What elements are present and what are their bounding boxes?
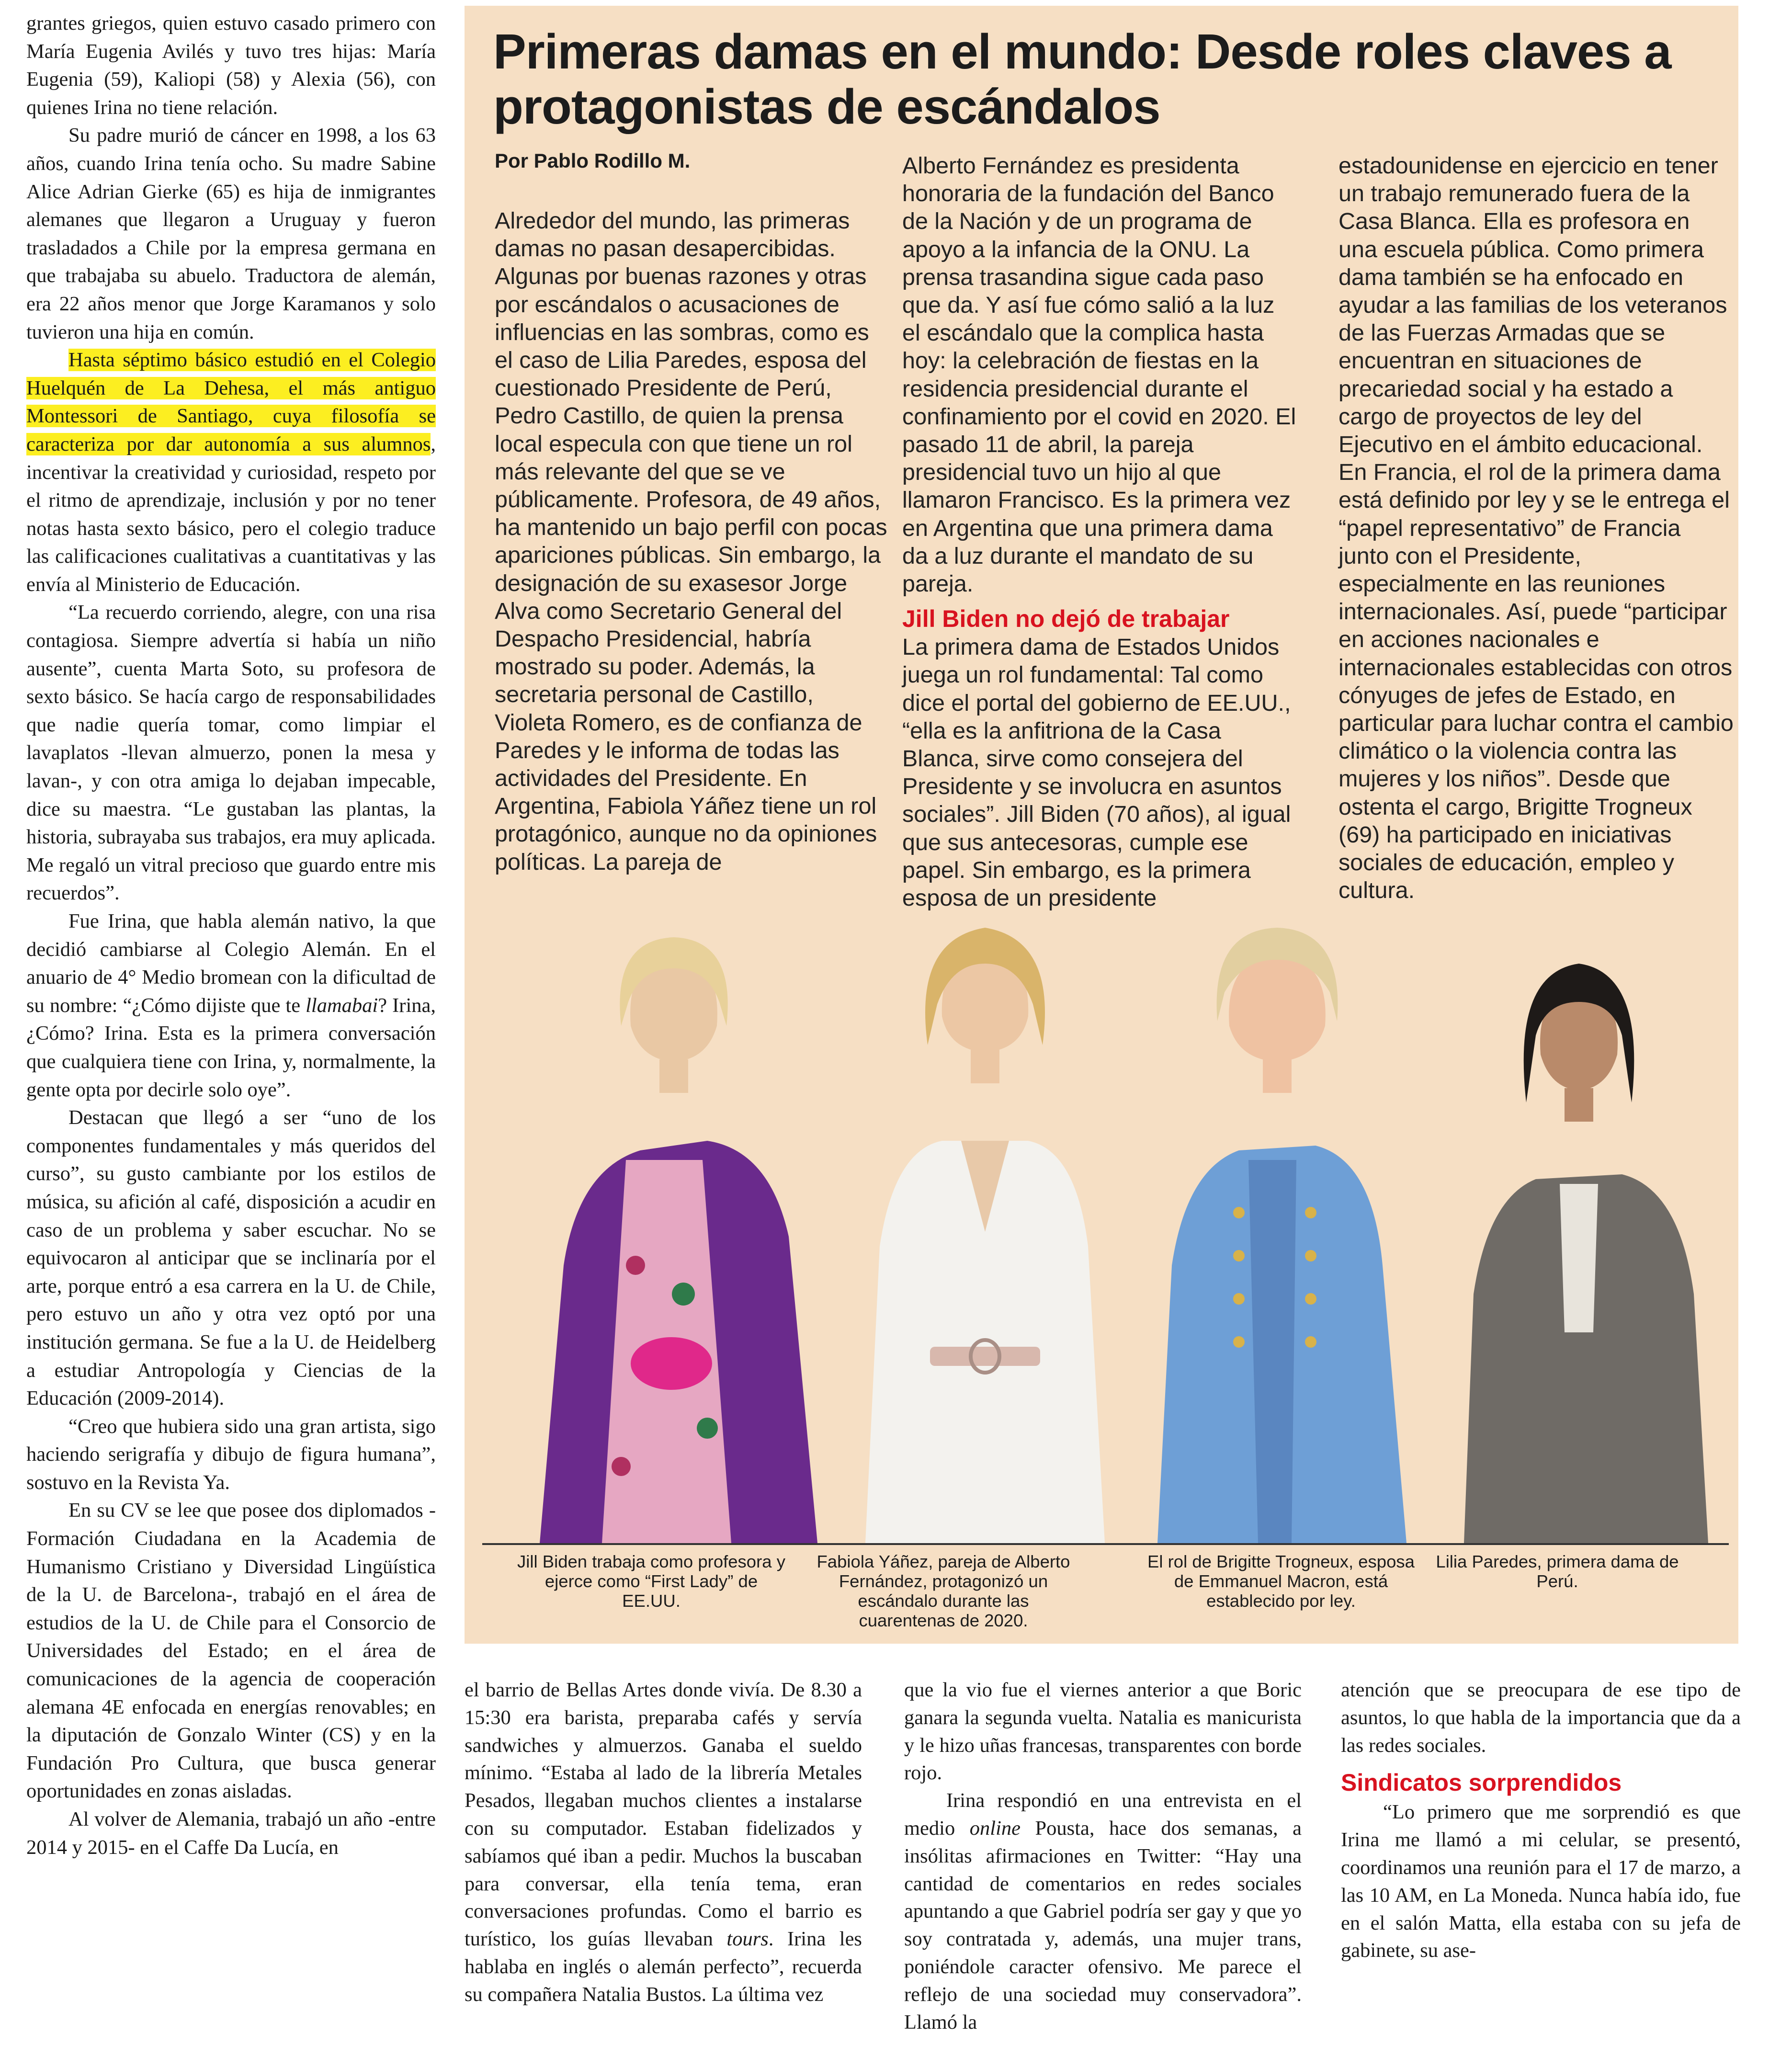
sidebar-col2-text-a: Alberto Fernández es presidenta honoraria de la fundación del Banco de la Nación y de un programa de apoyo a la infancia de la ONU. La prensa trasandina sigue cada paso que da. Y así fue cómo salió a la luz el escándalo que la complica hasta hoy: la celebración de fiestas en la residencia presidencial durante el confinamiento por el covid en 2020. El pasado 11 de abril, la pareja presidencial tuvo un hijo al que llamaron Francisco. Es la primera vez en Argentina que una primera dama da a luz durante el mandato de su pareja. [902,153,1296,597]
bottom-col2-b: Pousta, hace dos semanas, a insólitas afirmaciones en Twitter: “Hay una cantidad de comentarios en redes sociales apuntando a que Gabriel podría ser gay y que yo soy contratada y, además, una mujer trans, poniéndole caracter ofensivo. Me parece el reflejo de una sociedad muy conservadora”. Llamó la [904,1817,1302,2034]
bottom-col1-a: el barrio de Bellas Artes donde vivía. De 8.30 a 15:30 era barista, preparaba cafés y servía sandwiches y almuerzos. Ganaba el sueldo mínimo. “Estaba al lado de la librería Metales Pesados, llegaban muchos clientes a instalarse con su computador. Estaban fidelizados y sabíamos qué iban a pedir. Muchos la buscaban para conversar, ella tenía tema, eran conversaciones profundas. Como el barrio es turístico, los guías llevaban [465,1679,862,1951]
caption-lilia-paredes: Lilia Paredes, primera dama de Perú. [1436,1552,1679,1591]
subhead-sindicatos: Sindicatos sorprendidos [1341,1769,1622,1796]
fabiola-yanez-figure [865,928,1105,1543]
bottom-col2-italic: online [969,1817,1021,1840]
bottom-column-3 [1341,1676,1741,1965]
highlighted-text: Hasta séptimo básico estudió en el Colegio Huelquén de La Dehesa, el más antiguo Montessori de Santiago, cuya filosofía se caracteriza por dar autonomía a sus alumnos [26,349,436,455]
caption-jill-biden: Jill Biden trabaja como profesora y ejerce como “First Lady” de EE.UU. [517,1552,785,1611]
left-paragraph-8: En su CV se lee que posee dos diplomados -Formación Ciudadana en la Academia de Humanismo Cristiano y Diversidad Lingüística de la U. de Barcelona-, trabajó en el área de estudios de la U. de Chile para el Consorcio de Universidades del Estado; en el área de comunicaciones de la agencia de cooperación alemana 4E enfocada en energías renovables; en la diputación de Gonzalo Winter (CS) y en la Fundación Pro Cultura, que busca generar oportunidades en zonas aisladas. [26,1499,436,1803]
sidebar-column-1 [495,207,890,876]
bottom-col3-paragraph-2: “Lo primero que me sorprendió es que Irina me llamó a mi celular, se presentó, coordinamos una reunión para el 17 de marzo, a las 10 AM, en La Moneda. Nunca había ido, fue en el salón Matta, ella estaba con su jefa de gabinete, su ase- [1341,1801,1741,1962]
left-paragraph-4: “La recuerdo corriendo, alegre, con una risa contagiosa. Siempre advertía si había un niño ausente”, cuenta Marta Soto, su profesora de sexto básico. Se hacía cargo de responsabilidades que nadie quería tomar, como limpiar el lavaplatos -llevan almuerzo, ponen la mesa y lavan-, y con otra amiga lo dejaban impecable, dice su maestra. “Le gustaban las plantas, la historia, subrayaba sus trabajos, era muy aplicada. Me regaló un vitral precioso que guardo entre mis recuerdos”. [26,601,436,905]
left-paragraph-1: grantes griegos, quien estuvo casado primero con María Eugenia Avilés y tuvo tres hijas: María Eugenia (59), Kaliopi (58) y Alexia (56), con quienes Irina no tiene relación. [26,12,436,119]
left-paragraph-9: Al volver de Alemania, trabajó un año -entre 2014 y 2015- en el Caffe Da Lucía, en [26,1808,436,1859]
left-paragraph-5-a: Fue Irina, que habla alemán nativo, la que decidió cambiarse al Colegio Alemán. En el anuario de 4° Medio bromean con la dificultad de su nombre: “¿Cómo dijiste que te [26,910,436,1017]
left-paragraph-2: Su padre murió de cáncer en 1998, a los 63 años, cuando Irina tenía ocho. Su madre Sabine Alice Adrian Gierke (65) es hija de inmigrantes alemanes que llegaron a Uruguay y fueron trasladados a Chile por la empresa germana en que trabajaba su abuelo. Traductora de alemán, era 22 años menor que Jorge Karamanos y solo tuvieron una hija en común. [26,124,436,343]
caption-brigitte-trogneux: El rol de Brigitte Trogneux, esposa de Emmanuel Macron, está establecido por ley. [1147,1552,1415,1611]
left-paragraph-3 [26,346,436,599]
left-paragraph-5 [26,908,436,1104]
subhead-jill-biden: Jill Biden no dejó de trabajar [902,605,1230,633]
bottom-column-1 [465,1676,862,2009]
left-article-column [26,10,436,1862]
bottom-col1-paragraph [465,1676,862,2009]
left-paragraph-3-rest: , incentivar la creatividad y curiosidad, respeto por el ritmo de aprendizaje, inclusión y por no tener notas hasta sexto básico, pero el colegio traduce las calificaciones cualitativas a cuantitativas y las envía al Ministerio de Educación. [26,432,436,596]
bottom-col1-b: . Irina les hablaba en inglés o alemán perfecto”, recuerda su compañera Natalia Bustos. La última vez [465,1928,862,2006]
bottom-col3-paragraph-1: atención que se preocupara de ese tipo de asuntos, lo que habla de la importancia que da a las redes sociales. [1341,1679,1741,1757]
sidebar-col3-text: estadounidense en ejercicio en tener un trabajo remunerado fuera de la Casa Blanca. Ella es profesora en una escuela pública. Como primera dama también se ha enfocado en ayudar a las familias de los veteranos de las Fuerzas Armadas que se encuentran en situaciones de precariedad social y ha estado a cargo de proyectos de ley del Ejecutivo en el ámbito educacional. En Francia, el rol de la primera dama está definido por ley y se le entrega el “papel representativo” de Francia junto con el Presidente, especialmente en las reuniones internacionales. Así, puede “participar en acciones nacionales e internacionales establecidas con otros cónyuges de jefes de Estado, en particular para luchar contra el cambio climático o la violencia contra las mujeres y los niños”. Desde que ostenta el cargo, Brigitte Trogneux (69) ha participado en iniciativas sociales de educación, empleo y cultura. [1338,153,1734,904]
lilia-paredes-figure [1464,964,1708,1543]
sidebar-col2-text-b: La primera dama de Estados Unidos juega un rol fundamental: Tal como dice el portal del gobierno de EE.UU., “ella es la anfitriona de la Casa Blanca, sirve como consejera del Presidente y se involucra en asuntos sociales”. Jill Biden (70 años), al igual que sus antecesoras, cumple ese papel. Sin embargo, es la primera esposa de un presidente [902,634,1291,911]
left-paragraph-7: “Creo que hubiera sido una gran artista, sigo haciendo serigrafía y dibujo de figura humana”, sostuvo en la Revista Ya. [26,1415,436,1494]
bottom-column-2 [904,1676,1302,2036]
bottom-col2-paragraph-1: que la vio fue el viernes anterior a que Boric ganara la segunda vuelta. Natalia es manicurista y le hizo uñas francesas, transparentes con borde rojo. [904,1679,1302,1784]
sidebar-headline: Primeras damas en el mundo: Desde roles claves a protagonistas de escándalos [493,24,1671,134]
bottom-col1-italic: tours [726,1928,769,1951]
bottom-col2-paragraph-2 [904,1787,1302,2036]
left-paragraph-6: Destacan que llegó a ser “uno de los componentes fundamentales y más queridos del curso”, su gusto cambiante por los estilos de música, su afición al café, disposición a acudir en caso de un problema y saber escuchar. No se equivocaron al anticipar que se inclinaría por el arte, porque entró a esa carrera en la U. de Chile, pero estuvo un año y otra vez optó por una institución germana. Se fue a la U. de Heidelberg a estudiar Antropología y Ciencias de la Educación (2009-2014). [26,1106,436,1410]
first-ladies-photo [482,901,1729,1543]
sidebar-column-3 [1338,152,1734,904]
first-ladies-illustration [482,901,1729,1543]
left-paragraph-5-b: ? Irina, ¿Cómo? Irina. Esta es la primera conversación que cualquiera tiene con Irina, y, normalmente, la gente opta por decirle solo oye”. [26,994,436,1101]
sidebar-col1-text: Alrededor del mundo, las primeras damas no pasan desapercibidas. Algunas por buenas razones y otras por escándalos o acusaciones de influencias en las sombras, como es el caso de Lilia Paredes, esposa del cuestionado Presidente de Perú, Pedro Castillo, de quien la prensa local especula con que tiene un rol más relevante del que se ve públicamente. Profesora, de 49 años, ha mantenido un bajo perfil con pocas apariciones públicas. Sin embargo, la designación de su exasesor Jorge Alva como Secretario General del Despacho Presidencial, habría mostrado su poder. Además, la secretaria personal de Castillo, Violeta Romero, es de confianza de Paredes y le informa de todas las actividades del Presidente. En Argentina, Fabiola Yáñez tiene un rol protagónico, aunque no da opiniones políticas. La pareja de [495,208,887,875]
sidebar-column-2 [902,152,1297,912]
bottom-col2-a: Irina respondió en una entrevista en el medio [904,1789,1302,1840]
jill-biden-figure [540,937,817,1543]
brigitte-trogneux-figure [1157,928,1406,1543]
left-paragraph-5-italic: llamabai [306,994,378,1017]
first-ladies-sidebar-box [465,6,1738,1644]
photo-bottom-rule [482,1543,1729,1545]
byline: Por Pablo Rodillo M. [495,149,691,172]
caption-fabiola-yanez: Fabiola Yáñez, pareja de Alberto Fernández, protagonizó un escándalo durante las cuarentenas de 2020. [817,1552,1070,1630]
